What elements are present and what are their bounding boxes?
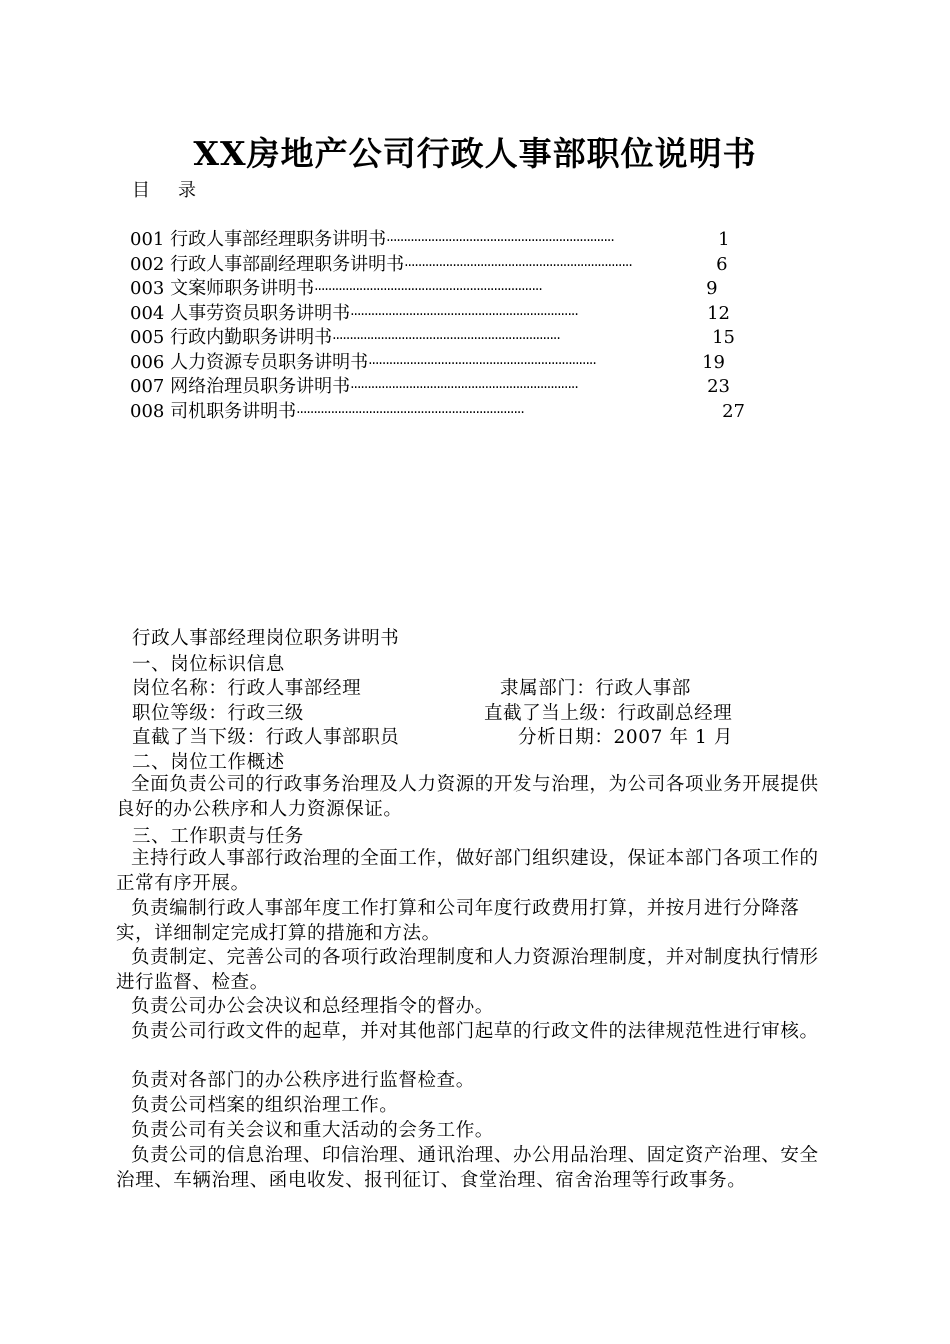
toc-entry [130, 299, 790, 324]
duty-item: 负责公司办公会决议和总经理指令的督办。 [131, 996, 494, 1017]
analysis-date: 分析日期：2007 年 1 月 [518, 727, 733, 748]
toc-entry-page: 1 [718, 229, 730, 250]
position-grade: 职位等级：行政三级 [132, 703, 304, 724]
toc-entry [130, 372, 790, 397]
duty-item: 负责公司档案的组织治理工作。 [131, 1095, 399, 1116]
position-name: 岗位名称：行政人事部经理 [132, 678, 362, 699]
toc-entry [130, 274, 790, 299]
toc-leader-dots: ·································································· [368, 355, 596, 372]
toc-entry-page: 19 [702, 351, 725, 373]
toc-entry-page: 23 [707, 376, 730, 397]
toc-entry-label: 005 行政内勤职务讲明书 [130, 327, 333, 348]
toc-leader-dots: ·································································· [350, 306, 578, 323]
toc-entry-page: 27 [722, 400, 745, 422]
toc-entry-label: 007 网络治理员职务讲明书 [130, 376, 351, 397]
heading-duties: 三、工作职责与任务 [132, 826, 304, 847]
toc-entry [130, 348, 790, 373]
department: 隶属部门：行政人事部 [500, 678, 692, 699]
toc-entry-label: 001 行政人事部经理职务讲明书 [130, 229, 387, 250]
toc-entry-page: 9 [706, 278, 718, 299]
toc-entry-label: 002 行政人事部副经理职务讲明书 [130, 253, 405, 275]
toc-leader-dots: ·································································· [314, 282, 542, 298]
toc-heading: 目录 [132, 180, 224, 201]
direct-subordinate: 直截了当下级：行政人事部职员 [132, 727, 400, 748]
duty-item: 负责制定、完善公司的各项行政治理制度和人力资源治理制度，并对制度执行情形进行监督、检查。 [116, 947, 819, 993]
toc-entry-page: 6 [716, 253, 728, 275]
section-title: 行政人事部经理岗位职务讲明书 [132, 628, 400, 649]
duty-item: 负责对各部门的办公秩序进行监督检查。 [131, 1070, 475, 1091]
overview-paragraph: 全面负责公司的行政事务治理及人力资源的开发与治理，为公司各项业务开展提供良好的办公秩序和人力资源保证。 [116, 774, 819, 820]
toc-entry-page: 15 [712, 327, 735, 348]
toc-entry [130, 225, 790, 250]
toc-entry [130, 323, 790, 348]
direct-superior: 直截了当上级：行政副总经理 [484, 703, 733, 724]
toc-leader-dots: ·································································· [386, 233, 614, 249]
duty-item: 负责编制行政人事部年度工作打算和公司年度行政费用打算，并按月进行分降落实，详细制定完成打算的措施和方法。 [116, 898, 800, 944]
duty-item: 主持行政人事部行政治理的全面工作，做好部门组织建设，保证本部门各项工作的正常有序开展。 [116, 848, 819, 894]
toc-leader-dots: ·································································· [332, 331, 560, 347]
toc-entry [130, 250, 790, 275]
toc-entry [130, 397, 790, 422]
toc-entry-page: 12 [707, 302, 730, 324]
toc-leader-dots: ·································································· [296, 404, 524, 421]
toc-entry-label: 008 司机职务讲明书 [130, 400, 297, 422]
document-title: XX房地产公司行政人事部职位说明书 [193, 134, 757, 173]
heading-position-info: 一、岗位标识信息 [132, 654, 285, 675]
toc-leader-dots: ·································································· [404, 257, 632, 274]
duty-item: 负责公司有关会议和重大活动的会务工作。 [131, 1120, 494, 1141]
duty-item: 负责公司的信息治理、印信治理、通讯治理、办公用品治理、固定资产治理、安全治理、车辆治理、函电收发、报刊征订、食堂治理、宿舍治理等行政事务。 [116, 1145, 819, 1191]
duty-item: 负责公司行政文件的起草，并对其他部门起草的行政文件的法律规范性进行审核。 [131, 1021, 819, 1042]
toc-leader-dots: ·································································· [350, 380, 578, 396]
heading-overview: 二、岗位工作概述 [132, 752, 285, 773]
toc-entry-label: 003 文案师职务讲明书 [130, 278, 315, 299]
toc-entry-label: 006 人力资源专员职务讲明书 [130, 351, 369, 373]
table-of-contents [130, 225, 790, 421]
toc-entry-label: 004 人事劳资员职务讲明书 [130, 302, 351, 324]
